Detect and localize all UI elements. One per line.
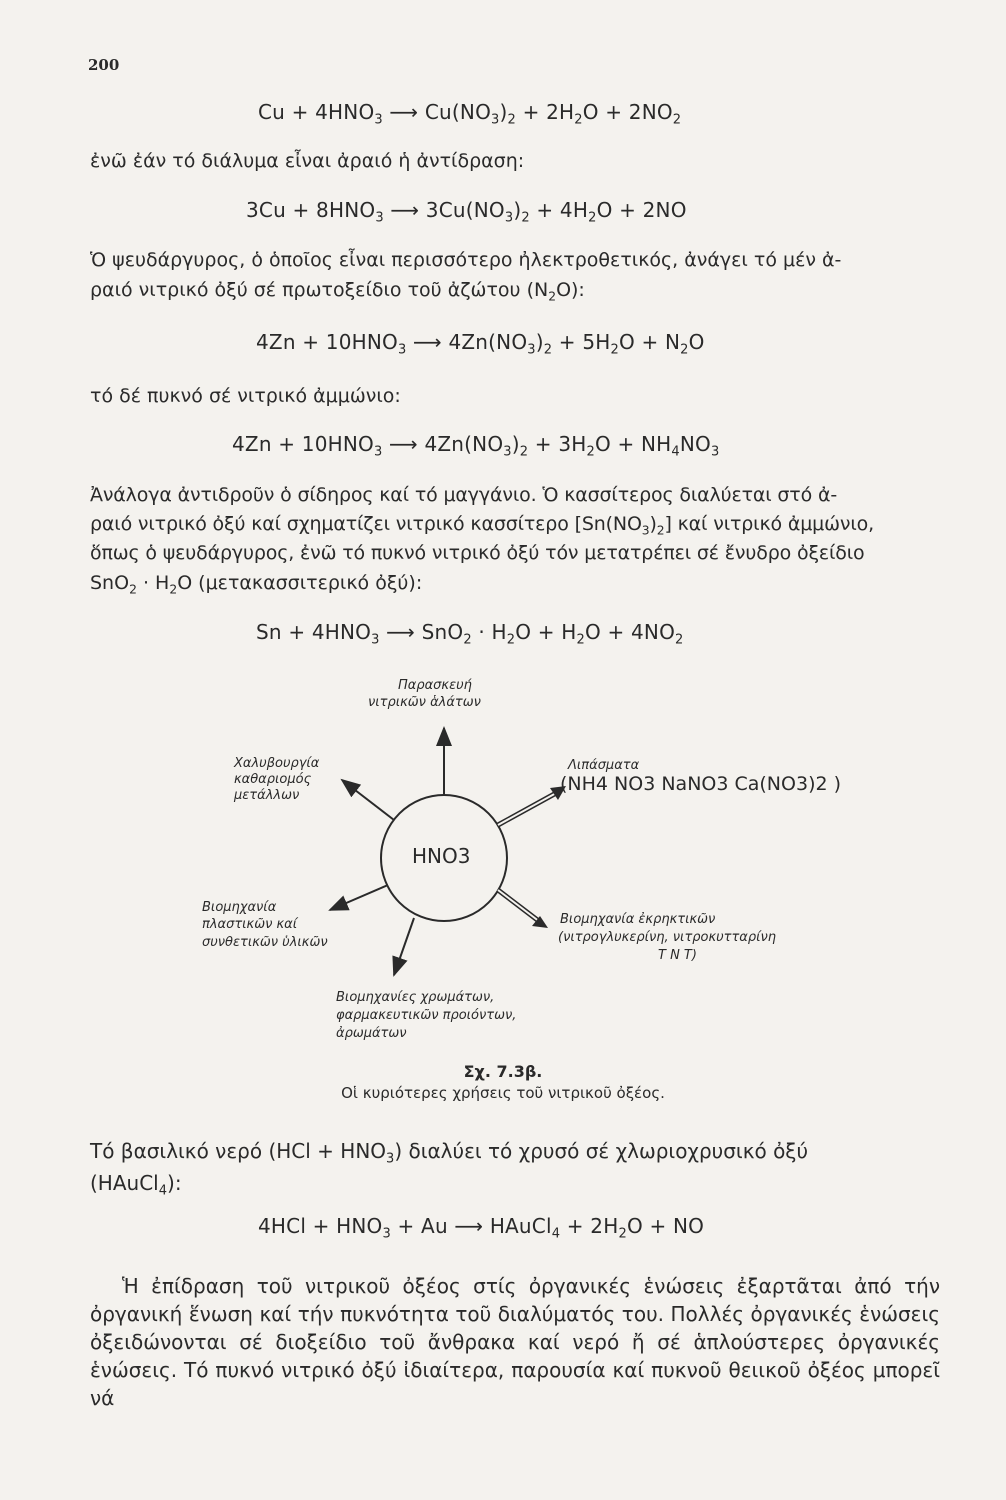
arrow-icon: ⟶ <box>406 330 449 354</box>
eq6-part: + 2H <box>560 1214 619 1238</box>
paragraph-4-line-1: Ἀνάλογα ἀντιδροῦν ὁ σίδηρος καί τό μαγγάνιο. Ὁ κασσίτερος διαλύεται στό ἀ- <box>90 484 838 506</box>
text-sub: 2 <box>548 289 557 304</box>
figure-number: Σχ. 7.3β. <box>463 1062 543 1081</box>
text-sub: 2 <box>169 582 178 597</box>
text-run: ): <box>167 1171 182 1195</box>
eq5-part: O + 4NO <box>584 620 676 644</box>
eq4-sub: 3 <box>373 444 383 460</box>
eq2-sub: 3 <box>504 210 514 226</box>
eq1-sub: 2 <box>507 112 517 128</box>
eq1-part: Cu + 4HNO <box>258 100 375 124</box>
page-number: 200 <box>88 56 120 74</box>
eq1-sub: 2 <box>574 112 583 128</box>
eq2-sub: 3 <box>375 210 384 226</box>
text-sub: 2 <box>656 523 665 538</box>
eq4-sub: 3 <box>711 444 720 460</box>
arrow-down-icon <box>394 918 414 975</box>
eq1-part: Cu(NO <box>424 100 492 124</box>
paragraph-5-line-2 <box>90 1170 940 1197</box>
paragraph-4-line-4 <box>90 570 940 597</box>
eq3-sub: 3 <box>397 342 407 358</box>
eq3-part: O + N <box>618 330 681 354</box>
eq5-part: Sn + 4HNO <box>256 620 372 644</box>
arrow-icon: ⟶ <box>383 198 426 222</box>
eq2-part: ) <box>513 198 522 222</box>
eq3-part: 4Zn(NO <box>448 330 528 354</box>
label-bottom-line-2: φαρμακευτικῶν προιόντων, <box>336 1008 517 1023</box>
eq4-sub: 2 <box>586 444 595 460</box>
eq2-part: + 4H <box>529 198 589 222</box>
eq6-sub: 3 <box>382 1226 391 1242</box>
label-left-line-3: μετάλλων <box>234 788 300 803</box>
eq5-sub: 3 <box>371 632 380 648</box>
eq5-part: SnO <box>421 620 464 644</box>
eq5-part: O + H <box>515 620 577 644</box>
arrow-icon: ⟶ <box>379 620 422 644</box>
text-run: Τό βασιλικό νερό (HCl + HNO <box>90 1139 387 1163</box>
equation-5 <box>256 620 684 648</box>
eq6-part: 4HCl + HNO <box>258 1214 383 1238</box>
eq4-part: + 3H <box>528 432 587 456</box>
eq2-sub: 2 <box>588 210 597 226</box>
arrow-icon: ⟶ <box>382 100 425 124</box>
label-lower-right-line-3: T N T) <box>658 948 697 963</box>
label-right-formula: (NH4 NO3 NaNO3 Ca(NO3)2 ) <box>560 773 842 795</box>
eq3-sub: 3 <box>527 342 536 358</box>
label-top-line-1: Παρασκευή <box>398 678 472 693</box>
eq6-sub: 2 <box>618 1226 627 1242</box>
eq6-part: + Au <box>390 1214 455 1238</box>
eq1-sub: 2 <box>672 112 682 128</box>
eq2-sub: 2 <box>521 210 530 226</box>
text-run: · H <box>136 572 170 594</box>
label-bottom-line-1: Βιομηχανίες χρωμάτων, <box>336 990 495 1005</box>
text-run: ραιό νιτρικό ὀξύ σέ πρωτοξείδιο τοῦ ἀζώτου (N <box>90 279 549 301</box>
label-left-line-2: καθαριομός <box>234 772 312 787</box>
label-lower-left-line-1: Βιομηχανία <box>202 900 277 915</box>
eq2-part: 3Cu(NO <box>425 198 505 222</box>
text-run: ] καί νιτρικό ἀμμώνιο, <box>664 513 874 535</box>
eq5-sub: 2 <box>463 632 472 648</box>
paragraph-1: ἐνῶ ἐάν τό διάλυμα εἶναι ἀραιό ἡ ἀντίδραση: <box>90 150 525 172</box>
paragraph-3: τό δέ πυκνό σέ νιτρικό ἀμμώνιο: <box>90 385 401 407</box>
eq3-sub: 2 <box>680 342 689 358</box>
eq1-part: ) <box>499 100 508 124</box>
equation-1 <box>258 100 682 128</box>
paragraph-2-line-1: Ὁ ψευδάργυρος, ὁ ὁποῖος εἶναι περισσότερο ἠλεκτροθετικός, ἀνάγει τό μέν ἀ- <box>90 249 842 271</box>
eq4-part: O + NH <box>594 432 672 456</box>
eq2-part: O + 2NO <box>596 198 687 222</box>
label-lower-right-line-2: (νιτρογλυκερίνη, νιτροκυτταρίνη <box>558 930 777 945</box>
eq3-sub: 2 <box>543 342 553 358</box>
text-sub: 3 <box>641 523 650 538</box>
text-sub: 2 <box>129 582 137 597</box>
eq4-part: 4Zn + 10HNO <box>232 432 374 456</box>
paragraph-6: Ἡ ἐπίδραση τοῦ νιτρικοῦ ὀξέος στίς ὀργανικές ἑνώσεις ἐξαρτᾶται ἀπό τήν ὀργανική ἕνωση καί τήν πυκνότητα τοῦ διαλύματός του. Πολλές ὀργανικές ἑνώσεις ὀξειδώνονται σέ διοξείδιο τοῦ ἄνθρακα καί νερό ἤ σέ ἁπλούστερες ὀργανικές ἑνώσεις. Τό πυκνό νιτρικό ὀξύ ἰδιαίτερα, παρουσία καί πυκνοῦ θειικοῦ ὀξέος μπορεῖ νά <box>90 1274 940 1410</box>
eq1-part: O + 2NO <box>582 100 673 124</box>
label-right-title: Λιπάσματα <box>568 758 640 773</box>
hno3-uses-diagram <box>180 670 900 1060</box>
arrow-icon: ⟶ <box>454 1214 490 1238</box>
equation-3 <box>256 330 705 358</box>
eq6-part: HAuCl <box>489 1214 552 1238</box>
eq1-sub: 3 <box>491 112 500 128</box>
label-lower-left-line-3: συνθετικῶν ὑλικῶν <box>202 935 328 950</box>
arrow-icon: ⟶ <box>382 432 425 456</box>
text-run: SnO <box>90 572 130 594</box>
eq1-sub: 3 <box>374 112 383 128</box>
eq4-part: NO <box>679 432 711 456</box>
center-label: HNO3 <box>412 844 471 868</box>
eq2-part: 3Cu + 8HNO <box>246 198 376 222</box>
arrow-lower-left-icon <box>330 885 388 910</box>
eq5-sub: 2 <box>576 632 585 648</box>
text-sub: 4 <box>158 1183 168 1199</box>
label-lower-right-line-1: Βιομηχανία ἐκρηκτικῶν <box>560 912 716 927</box>
eq3-sub: 2 <box>610 342 619 358</box>
paragraph-5-line-1 <box>90 1138 940 1165</box>
text-run: (HAuCl <box>90 1171 159 1195</box>
eq3-part: + 5H <box>552 330 611 354</box>
label-lower-left-line-2: πλαστικῶν καί <box>202 917 298 932</box>
text-run: O): <box>556 279 585 301</box>
text-run: ) <box>649 513 657 535</box>
label-left-line-1: Χαλυβουργία <box>234 756 320 771</box>
text-run: ) διαλύει τό χρυσό σέ χλωριοχρυσικό ὀξύ <box>394 1139 809 1163</box>
equation-4 <box>232 432 720 460</box>
paragraph-2-line-2 <box>90 277 940 304</box>
eq3-part: ) <box>535 330 544 354</box>
text-run: O (μετακασσιτερικό ὀξύ): <box>177 572 423 594</box>
eq1-part: + 2H <box>516 100 575 124</box>
eq5-sub: 2 <box>506 632 516 648</box>
label-bottom-line-3: ἀρωμάτων <box>336 1026 407 1041</box>
equation-2 <box>246 198 687 226</box>
label-top-line-2: νιτρικῶν ἁλάτων <box>368 695 481 710</box>
eq4-part: ) <box>511 432 520 456</box>
paragraph-4-line-3: ὅπως ὁ ψευδάργυρος, ἐνῶ τό πυκνό νιτρικό ὀξύ τόν μετατρέπει σέ ἔνυδρο ὀξείδιο <box>90 542 865 564</box>
figure-caption: Οἱ κυριότερες χρήσεις τοῦ νιτρικοῦ ὀξέος. <box>341 1084 665 1102</box>
eq4-sub: 4 <box>671 444 680 460</box>
eq6-sub: 4 <box>551 1226 561 1242</box>
text-run: ραιό νιτρικό ὀξύ καί σχηματίζει νιτρικό κασσίτερο [Sn(NO <box>90 513 642 535</box>
eq5-part: · H <box>471 620 507 644</box>
eq3-part: 4Zn + 10HNO <box>256 330 398 354</box>
text-sub: 3 <box>386 1151 395 1167</box>
arrow-upper-left-icon <box>342 780 394 820</box>
eq5-sub: 2 <box>675 632 684 648</box>
diagram-graphics <box>180 670 900 1060</box>
eq3-part: O <box>688 330 705 354</box>
paragraph-4-line-2 <box>90 511 940 538</box>
eq4-sub: 2 <box>519 444 529 460</box>
eq6-part: O + NO <box>626 1214 705 1238</box>
eq4-part: 4Zn(NO <box>424 432 504 456</box>
eq4-sub: 3 <box>503 444 512 460</box>
equation-6 <box>258 1214 705 1242</box>
